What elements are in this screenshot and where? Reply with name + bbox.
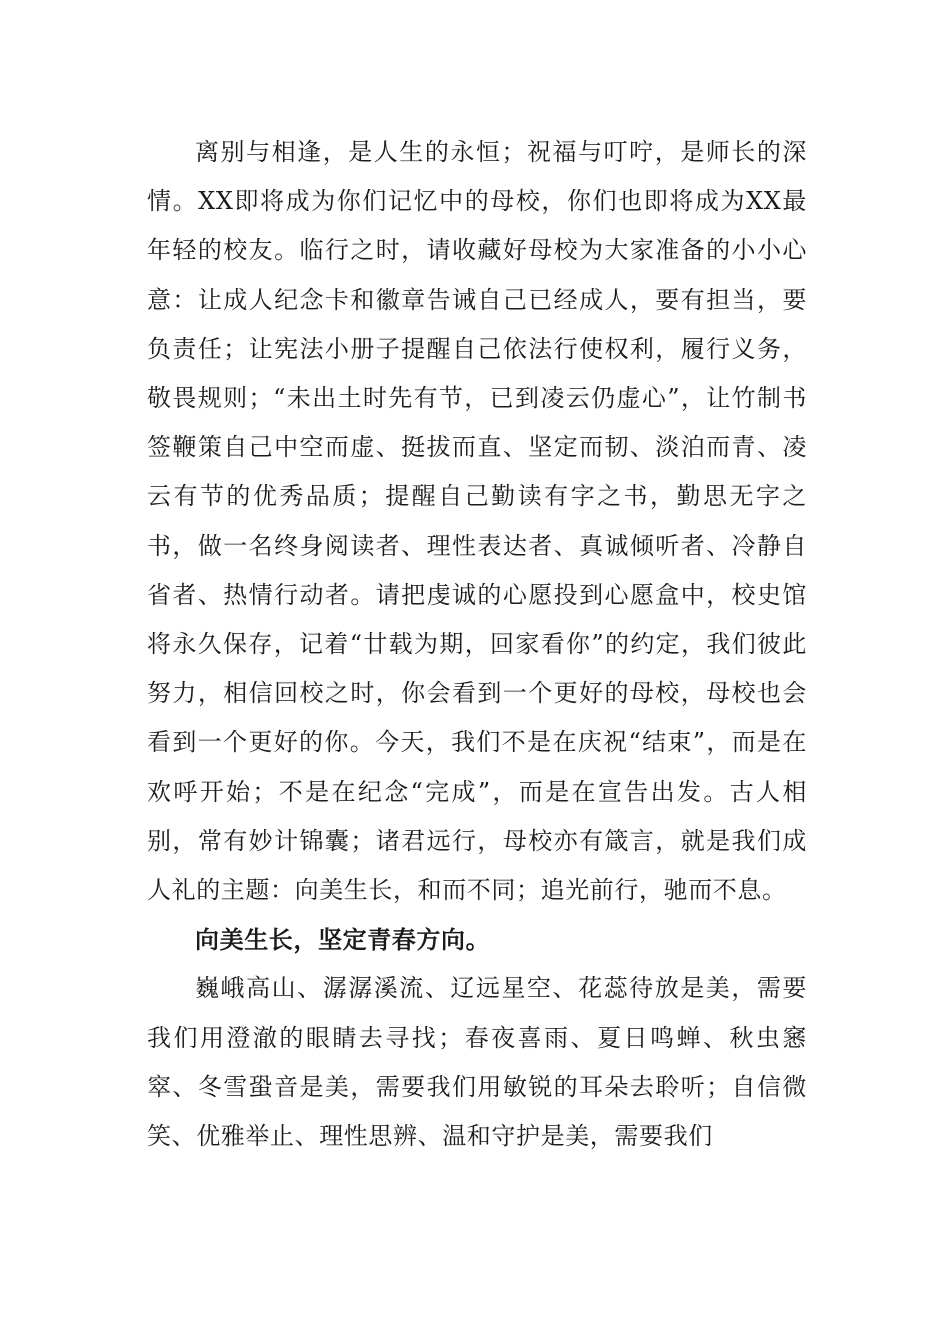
body-paragraph: 巍峨高山、潺潺溪流、辽远星空、花蕊待放是美，需要我们用澄澈的眼睛去寻找；春夜喜雨、夏日鸣蝉、秋虫窸窣、冬雪蛩音是美，需要我们用敏锐的耳朵去聆听；自信微笑、优雅举止、理性思辨、温和守护是美，需要我们 xyxy=(147,974,807,1151)
body-paragraph: 离别与相逢，是人生的永恒；祝福与叮咛，是师长的深情。XX即将成为你们记忆中的母校，你们也即将成为XX最年轻的校友。临行之时，请收藏好母校为大家准备的小小心意：让成人纪念卡和徽章告诫自己已经成人，要有担当，要负责任；让宪法小册子提醒自己依法行使权利，履行义务，敬畏规则；“未出土时先有节，已到凌云仍虚心”，让竹制书签鞭策自己中空而虚、挺拔而直、坚定而韧、淡泊而青、凌云有节的优秀品质；提醒自己勤读有字之书，勤思无字之书，做一名终身阅读者、理性表达者、真诚倾听者、冷静自省者、热情行动者。请把虔诚的心愿投到心愿盒中，校史馆将永久保存，记着“廿载为期，回家看你”的约定，我们彼此努力，相信回校之时，你会看到一个更好的母校，母校也会看到一个更好的你。今天，我们不是在庆祝“结束”，而是在欢呼开始；不是在纪念“完成”，而是在宣告出发。古人相别，常有妙计锦囊；诸君远行，母校亦有箴言，就是我们成人礼的主题：向美生长，和而不同；追光前行，驰而不息。 xyxy=(147,138,807,905)
document-body xyxy=(147,128,807,1161)
section-heading: 向美生长，坚定青春方向。 xyxy=(195,925,491,955)
